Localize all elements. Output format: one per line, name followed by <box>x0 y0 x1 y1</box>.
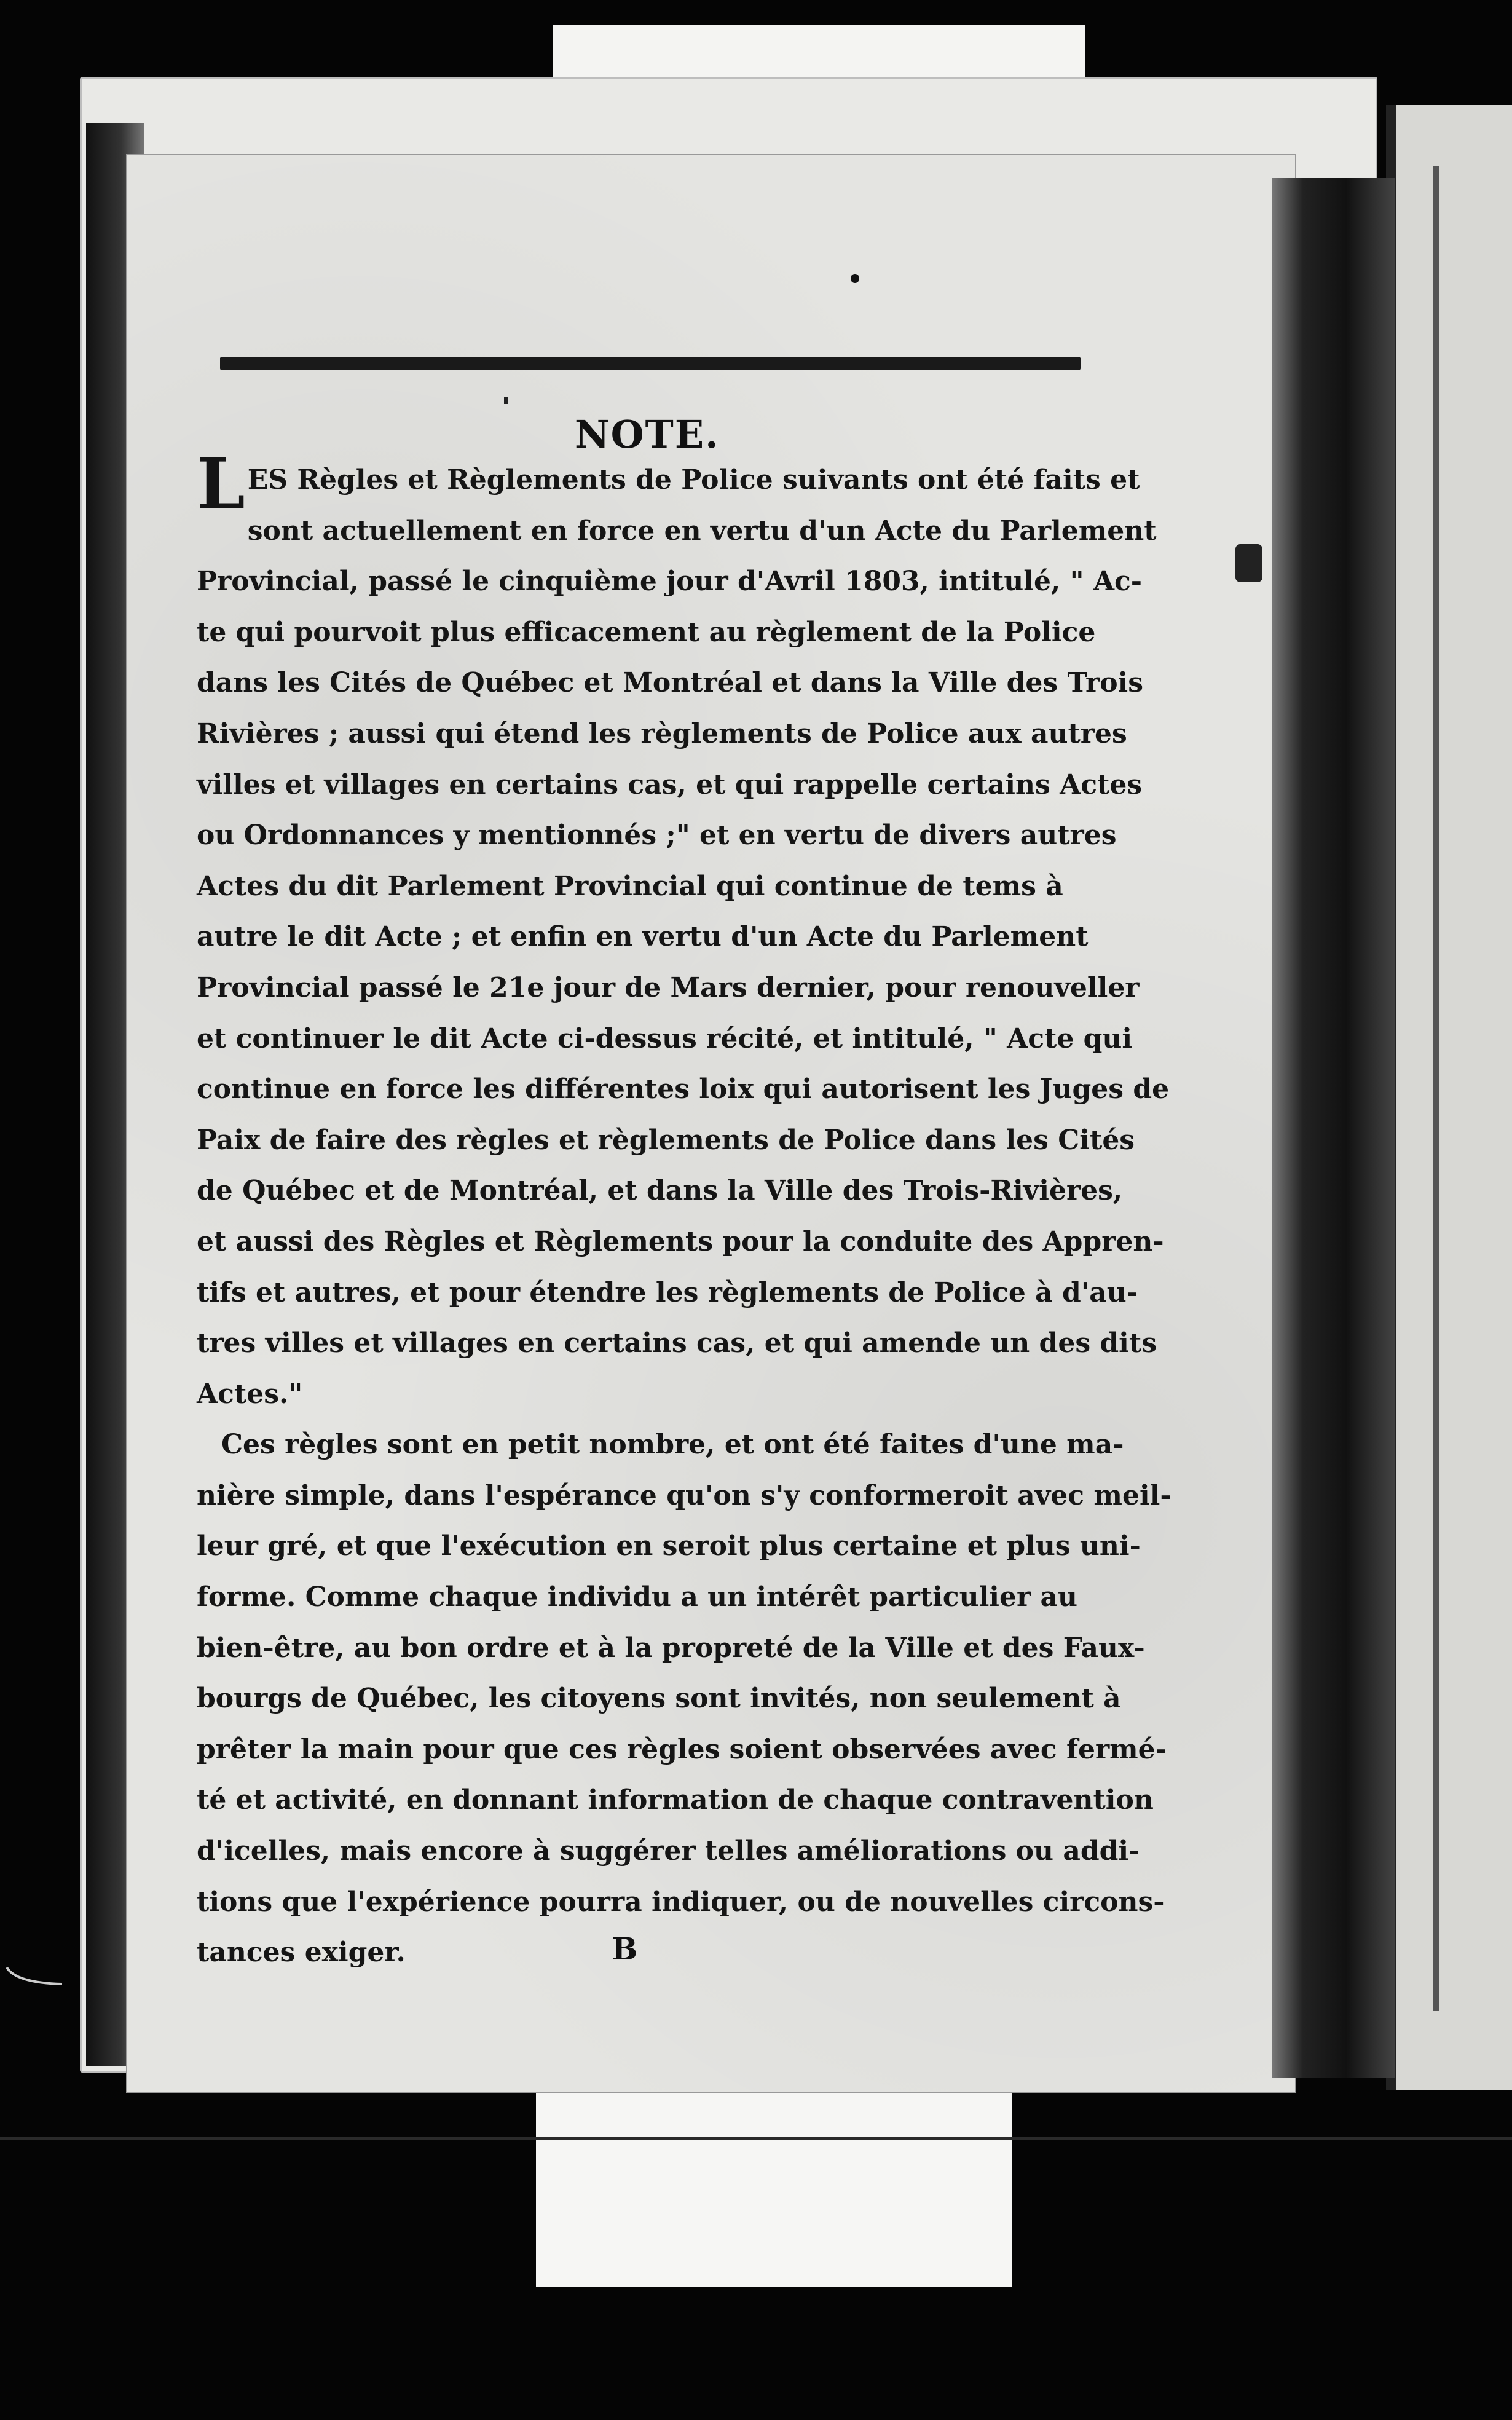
ink-dot <box>851 274 859 283</box>
document-body <box>197 444 1171 1979</box>
text-line: et continuer le dit Acte ci-dessus récité, et intitulé, " Acte qui <box>197 1022 1133 1054</box>
text-line: villes et villages en certains cas, et qui rappelle certains Actes <box>197 769 1143 801</box>
drop-cap: L <box>197 444 245 524</box>
text-line: té et activité, en donnant information de chaque contravention <box>197 1784 1154 1816</box>
arrow-icon <box>4 1964 65 1989</box>
text-line: continue en force les différentes loix qui autorisent les Juges de <box>197 1074 1170 1105</box>
paragraph-2 <box>197 1420 1171 1979</box>
text-line: d'icelles, mais encore à suggérer telles améliorations ou addi- <box>197 1835 1140 1867</box>
text-line: Provincial passé le 21e jour de Mars dernier, pour renouveller <box>197 971 1140 1003</box>
text-line: de Québec et de Montréal, et dans la Ville des Trois-Rivières, <box>197 1175 1123 1207</box>
ink-blot <box>1235 544 1262 582</box>
text-line: Rivières ; aussi qui étend les règlements de Police aux autres <box>197 718 1127 749</box>
text-line: Ces règles sont en petit nombre, et ont été faites d'une ma- <box>221 1429 1124 1461</box>
ink-mark <box>504 397 508 404</box>
text-line: ES Règles et Règlements de Police suivants ont été faits et <box>247 464 1140 496</box>
text-line: dans les Cités de Québec et Montréal et dans la Ville des Trois <box>197 667 1144 699</box>
text-line: Actes." <box>197 1378 303 1410</box>
text-line: tances exiger. <box>197 1937 406 1969</box>
text-line: et aussi des Règles et Règlements pour la conduite des Appren- <box>197 1225 1164 1257</box>
text-line: ou Ordonnances y mentionnés ;" et en vertu de divers autres <box>197 820 1117 852</box>
text-line: bourgs de Québec, les citoyens sont invités, non seulement à <box>197 1683 1121 1715</box>
text-line: sont actuellement en force en vertu d'un Acte du Parlement <box>247 515 1157 547</box>
paragraph-1 <box>197 444 1170 1420</box>
text-line: prêter la main pour que ces règles soient observées avec fermé- <box>197 1733 1167 1765</box>
text-line: tres villes et villages en certains cas, et qui amende un des dits <box>197 1327 1157 1359</box>
text-line: leur gré, et que l'exécution en seroit plus certaine et plus uni- <box>197 1530 1141 1562</box>
text-line: nière simple, dans l'espérance qu'on s'y conformeroit avec meil- <box>197 1479 1171 1511</box>
text-line: tions que l'expérience pourra indiquer, ou de nouvelles circons- <box>197 1886 1165 1918</box>
text-line: Actes du dit Parlement Provincial qui continue de tems à <box>197 870 1063 902</box>
adjacent-page <box>1386 105 1512 2090</box>
right-binding-shadow <box>1272 178 1395 2078</box>
text-line: Paix de faire des règles et règlements de Police dans les Cités <box>197 1124 1135 1156</box>
text-line: forme. Comme chaque individu a un intérêt particulier au <box>197 1581 1078 1613</box>
text-line: autre le dit Acte ; et enfin en vertu d'un Acte du Parlement <box>197 921 1089 953</box>
scanner-line <box>0 2137 1512 2140</box>
text-line: bien-être, au bon ordre et à la propreté de la Ville et des Faux- <box>197 1632 1145 1664</box>
header-rule <box>220 357 1081 370</box>
page-title: NOTE. <box>575 412 720 457</box>
signature-mark: B <box>612 1931 638 1967</box>
text-line: te qui pourvoit plus efficacement au règlement de la Police <box>197 616 1096 648</box>
text-line: tifs et autres, et pour étendre les règlements de Police à d'au- <box>197 1276 1138 1308</box>
adjacent-page-edge <box>1433 166 1439 2011</box>
text-line: Provincial, passé le cinquième jour d'Avril 1803, intitulé, " Ac- <box>197 566 1143 598</box>
paper-tab-bottom <box>536 2090 1012 2287</box>
